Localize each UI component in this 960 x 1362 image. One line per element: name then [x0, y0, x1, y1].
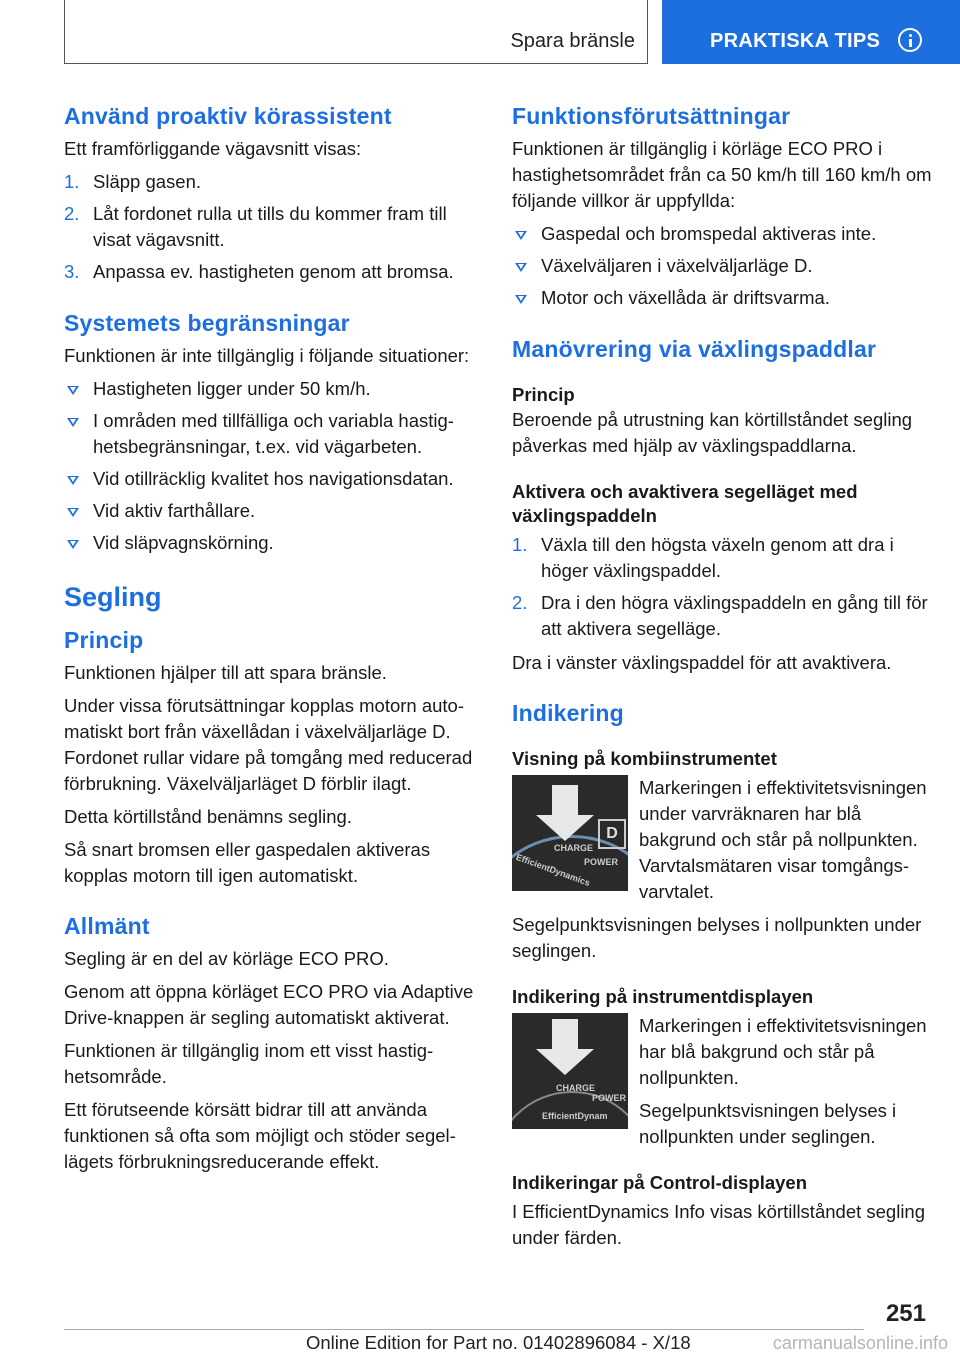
proaktiv-steps	[64, 169, 484, 285]
paragraph: Ett förutseende körsätt bidrar till att använda funktionen så ofta som möjligt och stöder segellägets förbrukningsreducerande effekt.	[64, 1099, 456, 1172]
list-item: 1. Växla till den högsta växeln genom att dra i höger växlingspaddel.	[512, 534, 894, 581]
figure-row-instr	[512, 1013, 932, 1150]
heading-manovrering: Manövrering via växlingspaddlar	[512, 336, 877, 362]
heading-allmant: Allmänt	[64, 913, 150, 939]
triangle-bullet-icon	[515, 295, 527, 304]
section-title: Spara bränsle	[510, 30, 635, 52]
charge-label: CHARGE	[554, 843, 594, 853]
paragraph: Markeringen i effektivitetsvisningen har blå bakgrund och står på nollpunkten.	[639, 1015, 927, 1088]
right-column	[512, 100, 932, 1258]
page-number: 251	[885, 1300, 926, 1327]
subheading-princip: Princip	[512, 384, 575, 405]
triangle-bullet-icon	[67, 386, 79, 395]
list-item: Vid aktiv farthållare.	[64, 498, 484, 524]
list-item: Gaspedal och bromspedal aktiveras inte.	[512, 221, 932, 247]
paragraph: Funktionen är tillgänglig i körläge ECO PRO i hastighetsområdet från ca 50 km/h till 160 km/h om följande villkor är uppfyllda:	[512, 138, 932, 211]
aktivera-steps	[512, 532, 932, 642]
list-item: Vid otillräcklig kvalitet hos navigationsdatan.	[64, 466, 484, 492]
heading-funktionsforutsattningar: Funktionsförutsättningar	[512, 103, 791, 129]
paragraph: Segelpunktsvisningen belyses i nollpunkten under seglingen.	[512, 914, 922, 961]
charge-label: CHARGE	[556, 1083, 596, 1093]
paragraph: Funktionen hjälper till att spara bränsle.	[64, 662, 387, 683]
step-number: 1.	[512, 534, 528, 555]
subheading-instrumentdisplay: Indikering på instrumentdisplayen	[512, 986, 814, 1007]
paragraph: Markeringen i effektivitetsvisningen under varvräknaren har blå bakgrund och står på nollpunkten. Varvtalsmätaren visar tomgångsvarvtalet.	[639, 777, 927, 902]
list-item	[64, 201, 484, 253]
watermark: carmanualsonline.info	[772, 1333, 948, 1353]
arrow-down-icon	[552, 1019, 578, 1049]
paragraph: Segling är en del av körläge ECO PRO.	[64, 948, 389, 969]
edition-text: Online Edition for Part no. 01402896084 - X/18	[306, 1332, 691, 1353]
brand-label: EfficientDynamics	[514, 851, 592, 889]
paragraph: Funktionen är inte tillgänglig i följande situationer:	[64, 345, 470, 366]
step-text: Anpassa ev. hastigheten genom att bromsa.	[93, 261, 454, 282]
paragraph: Funktionen är tillgänglig inom ett visst hastighetsområde.	[64, 1040, 434, 1087]
chapter-tab-label: PRAKTISKA TIPS	[710, 30, 881, 52]
paragraph: Dra i vänster växlingspaddel för att avaktivera.	[512, 652, 892, 673]
heading-indikering: Indikering	[512, 700, 624, 726]
left-column	[64, 100, 484, 1182]
list-item: Växelväljaren i växelväljarläge D.	[512, 253, 932, 279]
chapter-tab[interactable]	[662, 0, 960, 64]
power-label: POWER	[584, 857, 619, 867]
footer-divider	[64, 1329, 864, 1330]
paragraph: I EfficientDynamics Info visas körtillståndet segling under färden.	[512, 1201, 926, 1248]
kombi-display-image	[512, 775, 628, 891]
list-item: Hastigheten ligger under 50 km/h.	[64, 376, 484, 402]
triangle-bullet-icon	[67, 540, 79, 549]
brand-label: EfficientDynam	[542, 1111, 608, 1121]
list-item: Vid släpvagnskörning.	[64, 530, 484, 556]
triangle-bullet-icon	[515, 263, 527, 272]
list-item: Motor och växellåda är driftsvarma.	[512, 285, 932, 311]
list-item: 2. Dra i den högra växlingspaddeln en gång till för att aktivera segelläge.	[512, 592, 928, 639]
subheading-aktivera: Aktivera och avaktivera segelläget med växlingspaddeln	[512, 481, 858, 526]
triangle-bullet-icon	[515, 231, 527, 240]
triangle-bullet-icon	[67, 418, 79, 427]
subheading-kombi: Visning på kombiinstrumentet	[512, 748, 777, 769]
list-item: I områden med tillfälliga och variabla hastighetsbegränsningar, t.ex. vid vägarbeten.	[64, 408, 484, 460]
info-icon	[898, 28, 922, 52]
paragraph: Ett framförliggande vägavsnitt visas:	[64, 138, 362, 159]
power-label: POWER	[592, 1093, 627, 1103]
instrument-display-image	[512, 1013, 628, 1129]
begransningar-list	[64, 376, 484, 556]
heading-begransningar: Systemets begränsningar	[64, 310, 350, 336]
funk-list	[512, 221, 932, 311]
step-text: Släpp gasen.	[93, 171, 202, 192]
heading-proaktiv: Använd proaktiv körassistent	[64, 103, 392, 129]
figure-row-kombi	[512, 775, 932, 905]
step-number: 1.	[64, 171, 80, 192]
list-item	[64, 169, 484, 195]
triangle-bullet-icon	[67, 508, 79, 517]
paragraph: Så snart bromsen eller gaspedalen aktiveras kopplas motorn till igen automatiskt.	[64, 839, 431, 886]
step-number: 2.	[64, 203, 80, 224]
list-item	[64, 259, 484, 285]
gear-indicator: D	[598, 819, 626, 849]
arrow-down-icon	[552, 785, 578, 815]
header-section-box	[64, 0, 648, 64]
paragraph: Beroende på utrustning kan körtillståndet segling påverkas med hjälp av växlingspaddlarna.	[512, 409, 913, 456]
step-number: 3.	[64, 261, 80, 282]
heading-segling: Segling	[64, 582, 162, 612]
paragraph: Genom att öppna körläget ECO PRO via Adaptive Drive-knappen är segling automatiskt aktiverat.	[64, 981, 474, 1028]
subheading-control-display: Indikeringar på Control-displayen	[512, 1172, 808, 1193]
step-number: 2.	[512, 592, 528, 613]
figure-text	[639, 1013, 932, 1150]
paragraph: Segelpunktsvisningen belyses i nollpunkten under seglingen.	[639, 1100, 897, 1147]
paragraph: Detta körtillstånd benämns segling.	[64, 806, 352, 827]
triangle-bullet-icon	[67, 476, 79, 485]
heading-princip: Princip	[64, 627, 144, 653]
step-text: Låt fordonet rulla ut tills du kommer fram till visat vägavsnitt.	[93, 203, 447, 250]
paragraph: Under vissa förutsättningar kopplas motorn automatiskt bort från växellådan i växelväljarläge D. Fordonet rullar vidare på tomgång med reducerad förbrukning. Växelväljarläget D förblir ilagt.	[64, 695, 473, 794]
